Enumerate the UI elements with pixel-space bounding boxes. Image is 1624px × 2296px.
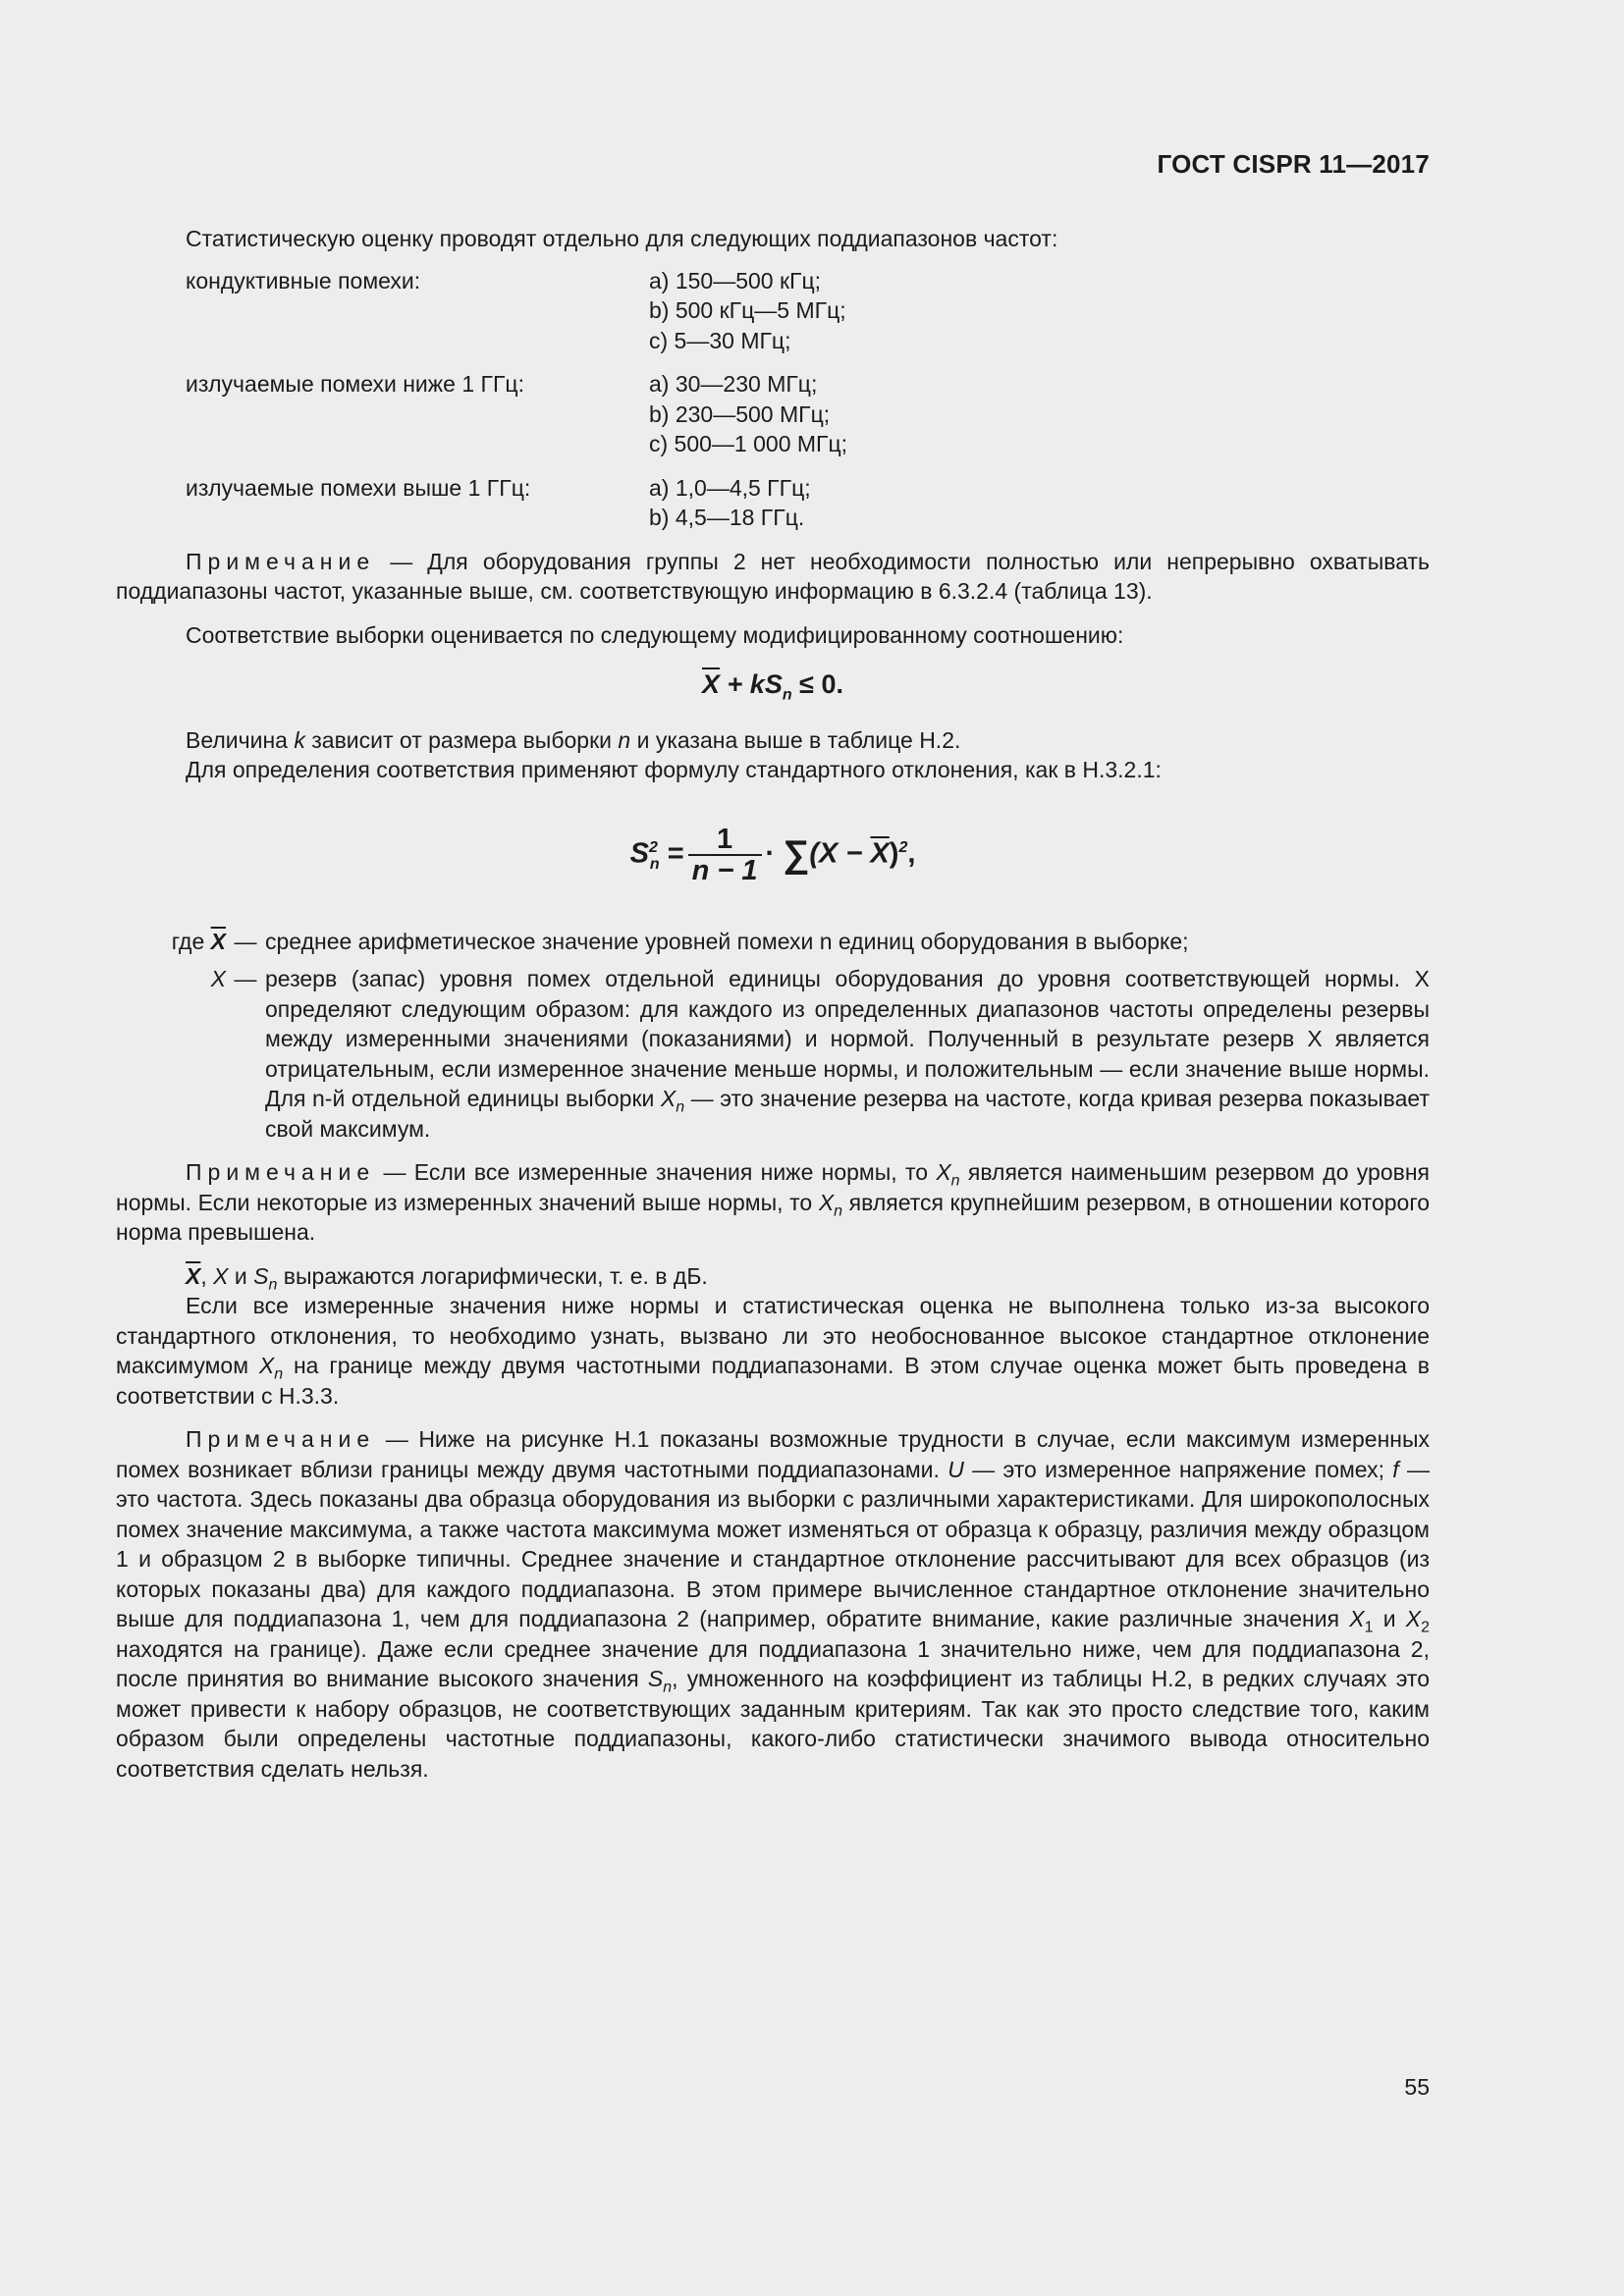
x2-symbol: X <box>1405 1606 1422 1631</box>
log-text: выражаются логарифмически, т. е. в дБ. <box>277 1262 708 1289</box>
subrange-values <box>649 369 847 459</box>
xn-subscript: n <box>676 1098 685 1116</box>
note-label: Примечание <box>186 1159 376 1185</box>
where-term <box>116 964 226 1144</box>
fraction-denominator: n − 1 <box>691 854 758 886</box>
where-x-symbol: X <box>210 966 226 991</box>
n-symbol: n <box>618 726 631 753</box>
sum-symbol: ∑ <box>783 833 810 876</box>
xn-symbol: X <box>936 1159 951 1185</box>
page-number: 55 <box>1404 2074 1430 2100</box>
log-text: и <box>228 1262 254 1289</box>
s-subscript: n <box>268 1276 278 1294</box>
high-std-paragraph <box>116 1291 1430 1411</box>
sn-symbol: S <box>647 1666 664 1691</box>
formula-dot: · <box>765 837 776 870</box>
subrange-value: a) 30—230 МГц; <box>649 371 818 397</box>
where-term <box>116 927 226 957</box>
subrange-radiated-below <box>186 369 1430 459</box>
formula-s-superscript: 2 <box>648 838 658 856</box>
note-label: Примечание <box>186 1426 376 1452</box>
formula-s: S <box>629 837 649 870</box>
f-symbol: f <box>1392 1456 1399 1482</box>
where-dash: — <box>234 928 257 954</box>
xn-symbol: X <box>258 1353 275 1378</box>
note-2-text: — Если все измеренные значения ниже нормы, то <box>383 1159 937 1185</box>
k-symbol: k <box>294 726 305 753</box>
subrange-values <box>649 266 846 356</box>
xn-symbol: X <box>818 1189 835 1215</box>
where-x-text: — это значение резерва на частоте, когда кривая резерва показывает свой максимум. <box>265 1086 1430 1142</box>
subrange-value: a) 1,0—4,5 ГГц; <box>649 474 811 501</box>
where-x-definition <box>265 964 1430 1144</box>
std-paragraph: Для определения соответствия применяют формулу стандартного отклонения, как в Н.3.2.1: <box>186 757 1162 782</box>
note-3-text: находятся на границе). Даже если среднее значение для поддиапазона 1 значительно ниже, чем для поддиапазона 2, после принятия во внимание высокого значения <box>116 1635 1430 1691</box>
where-xbar-row <box>116 927 1430 957</box>
subrange-value: a) 150—500 кГц; <box>649 267 822 294</box>
note-2-text: является крупнейшим резервом, в отношении которого норма превышена. <box>116 1189 1430 1245</box>
note-3-text: , умноженного на коэффициент из таблицы Н.2, в редких случаях это может привести к набору образцов, не соответствующих заданным критериям. Так как это просто следствие того, каким образом были определены частотные поддиапазоны, какого-либо статистически значимого вывода относительно соответствия сделать нельзя. <box>116 1666 1430 1782</box>
where-x-row <box>116 964 1430 1144</box>
xn-subscript: n <box>834 1202 843 1220</box>
k-paragraph <box>116 725 1430 756</box>
page-content <box>116 224 1430 1784</box>
where-dash: — <box>234 966 257 991</box>
xn-subscript: n <box>274 1365 284 1383</box>
fraction-numerator: 1 <box>688 825 762 856</box>
subrange-value: c) 5—30 МГц; <box>649 327 791 353</box>
high-std-text: на границе между двумя частотными поддиапазонами. В этом случае оценка может быть проведена в соответствии с Н.3.3. <box>116 1353 1430 1409</box>
note-3-text: — это частота. Здесь показаны два образца оборудования из выборки с различными характеристиками. Для широкополосных помех значение максимума, а также частота максимума может изменяться от образца к образцу, различия между образцом 1 и образцом 2 в выборке типичны. Среднее значение и стандартное отклонение рассчитывают для всех образцов (из которых показаны два) для каждого поддиапазона. В этом примере вычисленное стандартное отклонение значительно выше для поддиапазона 1, чем для поддиапазона 2 (например, обратите внимание, какие различные значения <box>116 1456 1430 1631</box>
formula-relation: ≤ 0. <box>799 669 843 699</box>
formula-xbar: $\overline{X}$ <box>870 837 890 870</box>
k-text: и указана выше в таблице Н.2. <box>630 726 961 753</box>
x1-symbol: X <box>1349 1606 1365 1631</box>
subrange-value: c) 500—1 000 МГц; <box>649 431 848 456</box>
s-symbol: S <box>253 1262 269 1289</box>
subrange-label: излучаемые помехи выше 1 ГГц: <box>186 474 531 501</box>
formula-s: S <box>764 669 783 699</box>
note-3-text: и <box>1373 1606 1406 1631</box>
note-3-text: — это измеренное напряжение помех; <box>963 1456 1393 1482</box>
k-text: зависит от размера выборки <box>304 726 619 753</box>
note-label: Примечание <box>186 548 376 574</box>
note-1-text: — Для оборудования группы 2 нет необходимости полностью или непрерывно охватывать поддиапазоны частот, указанные выше, см. соответствующую информацию в 6.3.2.4 (таблица 13). <box>116 548 1431 604</box>
subrange-radiated-above <box>186 473 1430 533</box>
where-gde: где <box>171 928 205 954</box>
subrange-values <box>649 473 811 533</box>
x1-subscript: 1 <box>1364 1619 1374 1636</box>
note-2 <box>116 1157 1430 1248</box>
subrange-value: b) 500 кГц—5 МГц; <box>649 297 846 323</box>
document-header: ГОСТ CISPR 11—2017 <box>1157 149 1430 179</box>
note-3-text: — Ниже на рисунке Н.1 показаны возможные трудности в случае, если максимум измеренных помех возникает вблизи границы между двумя частотными поддиапазонами. <box>116 1426 1431 1482</box>
formula-conformity <box>116 669 1430 704</box>
note-1 <box>116 547 1430 607</box>
formula-open: (X − <box>809 837 871 870</box>
note-3 <box>116 1424 1430 1784</box>
formula-s-subscript: n <box>649 855 660 873</box>
x-symbol: X <box>213 1262 229 1289</box>
subrange-label: излучаемые помехи ниже 1 ГГц: <box>186 371 524 397</box>
formula-equals: = <box>667 837 684 870</box>
subrange-conducted <box>186 266 1430 356</box>
where-xbar-symbol: $\overline{X}$ <box>210 928 226 954</box>
formula-plus-k: + k <box>727 669 765 699</box>
xn-subscript: n <box>950 1172 960 1190</box>
formula-xbar: $\overline{X}$ <box>702 669 721 699</box>
where-xbar-definition: среднее арифметическое значение уровней помехи n единиц оборудования в выборке; <box>265 928 1189 954</box>
note-2-text: является наименьшим резервом до уровня нормы. Если некоторые из измеренных значений выше нормы, то <box>116 1159 1430 1215</box>
x2-subscript: 2 <box>1421 1619 1430 1636</box>
sn-subscript: n <box>663 1679 673 1696</box>
formula-std-deviation <box>116 825 1430 885</box>
subrange-label: кондуктивные помехи: <box>186 267 421 294</box>
formula-comma: , <box>907 837 916 870</box>
formula-power: 2 <box>898 838 908 856</box>
k-text: Величина <box>186 726 295 753</box>
where-x-text: резерв (запас) уровня помех отдельной единицы оборудования до уровня соответствующей нормы. X определяют следующим образом: для каждого из определенных диапазонов частоты определены резервы между измеренными значениями (показаниями) и нормой. Полученный в результате резерв X является отрицательным, если измеренное значение меньше нормы, и положительным — если значение выше нормы. Для n-й отдельной единицы выборки <box>265 966 1430 1111</box>
xn-symbol: X <box>660 1086 677 1111</box>
xbar-symbol: $\overline{X}$ <box>186 1262 201 1289</box>
formula-s-subscript: n <box>782 686 792 704</box>
conformity-paragraph: Соответствие выборки оценивается по следующему модифицированному соотношению: <box>186 621 1124 648</box>
formula-fraction <box>688 825 762 885</box>
subrange-value: b) 230—500 МГц; <box>649 400 831 427</box>
log-paragraph <box>116 1261 1430 1292</box>
high-std-text: Если все измеренные значения ниже нормы и статистическая оценка не выполнена только из-за высокого стандартного отклонения, то необходимо узнать, вызвано ли это необоснованное высокое стандартное отклонение максимумом <box>116 1293 1430 1378</box>
intro-paragraph: Статистическую оценку проводят отдельно для следующих поддиапазонов частот: <box>186 226 1058 251</box>
log-text: , <box>200 1262 214 1289</box>
u-symbol: U <box>947 1456 964 1482</box>
subrange-value: b) 4,5—18 ГГц. <box>649 505 805 530</box>
formula-close: ) <box>889 837 899 870</box>
